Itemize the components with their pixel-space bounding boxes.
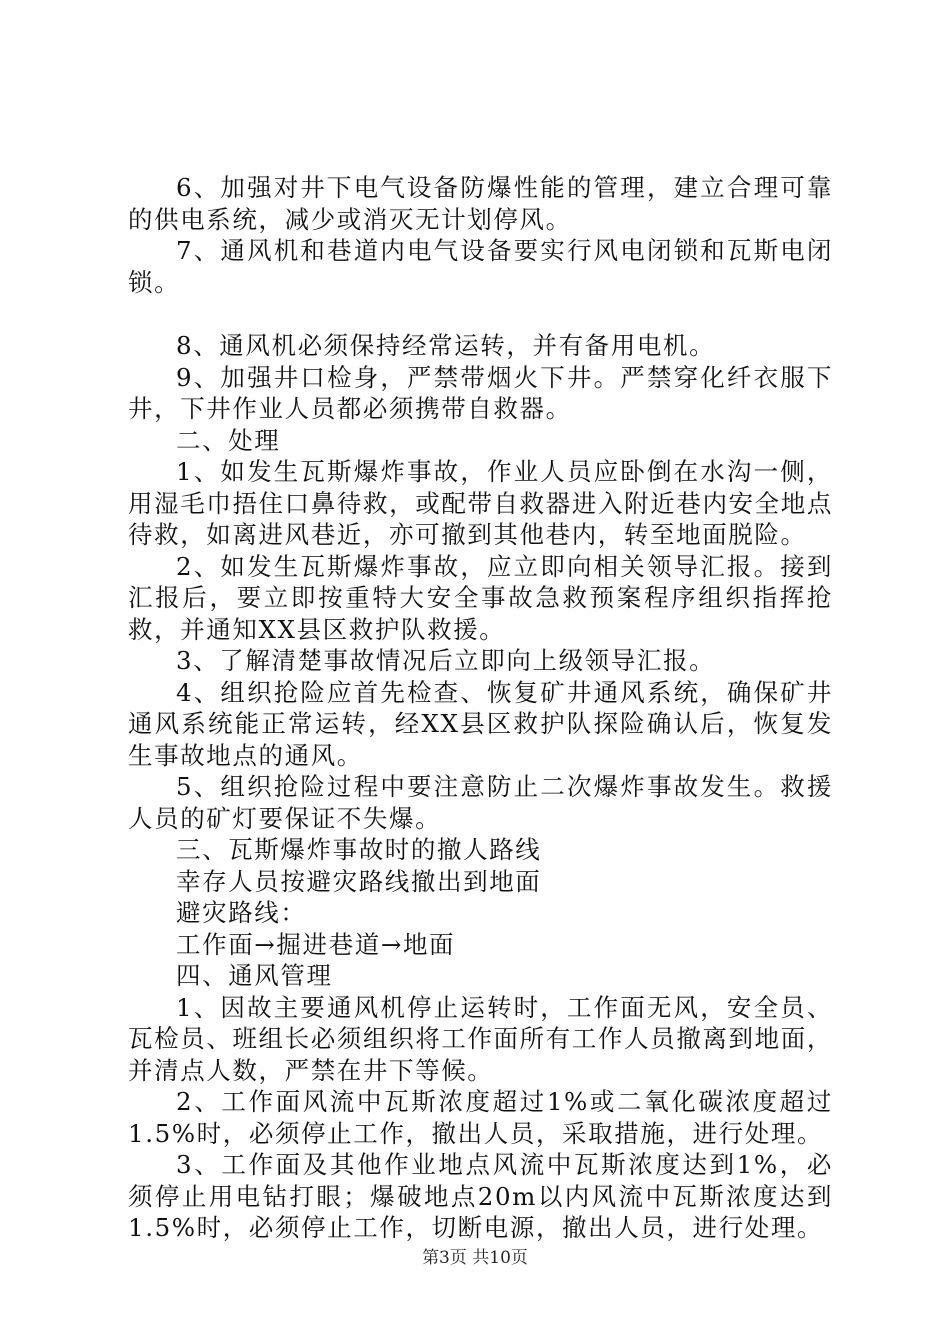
page-footer: 第3页 共10页 [422,1248,528,1268]
paragraph-ventilation-3: 3、工作面及其他作业地点风流中瓦斯浓度达到1%，必须停止用电钻打眼；爆破地点20m以内风流中瓦斯浓度达到1.5%时，必须停止工作，切断电源，撤出人员，进行处理。 [128,1150,833,1242]
paragraph-evacuation-route: 工作面→掘进巷道→地面 [176,929,456,959]
paragraph-handling-2: 2、如发生瓦斯爆炸事故，应立即向相关领导汇报。接到汇报后，要立即按重特大安全事故急救预案程序组织指挥抢救，并通知XX县区救护队救援。 [128,551,833,644]
paragraph-evacuation-route-label: 避灾路线： [176,898,307,927]
paragraph-item-7: 7、通风机和巷道内电气设备要实行风电闭锁和瓦斯电闭锁。 [128,236,833,297]
paragraph-handling-3: 3、了解清楚事故情况后立即向上级领导汇报。 [176,646,716,675]
paragraph-handling-5: 5、组织抢险过程中要注意防止二次爆炸事故发生。救援人员的矿灯要保证不失爆。 [128,772,833,833]
section-heading-evacuation: 三、瓦斯爆炸事故时的撤人路线 [176,835,542,864]
paragraph-ventilation-1: 1、因故主要通风机停止运转时，工作面无风，安全员、瓦检员、班组长必须组织将工作面所有工作人员撤离到地面，并清点人数，严禁在井下等候。 [128,992,833,1085]
paragraph-item-6: 6、加强对井下电气设备防爆性能的管理，建立合理可靠的供电系统，减少或消灭无计划停风。 [128,173,833,234]
section-heading-ventilation: 四、通风管理 [176,961,333,990]
paragraph-handling-1: 1、如发生瓦斯爆炸事故，作业人员应卧倒在水沟一侧，用湿毛巾捂住口鼻待救，或配带自救器进入附近巷内安全地点待救，如离进风巷近，亦可撤到其他巷内，转至地面脱险。 [128,457,833,549]
section-heading-handling: 二、处理 [176,425,281,455]
paragraph-handling-4: 4、组织抢险应首先检查、恢复矿井通风系统，确保矿井通风系统能正常运转，经XX县区救护队探险确认后，恢复发生事故地点的通风。 [128,677,833,770]
paragraph-ventilation-2: 2、工作面风流中瓦斯浓度超过1%或二氧化碳浓度超过1.5%时，必须停止工作，撤出人员，采取措施，进行处理。 [128,1087,833,1148]
paragraph-evacuation-survivors: 幸存人员按避灾路线撤出到地面 [176,866,542,896]
paragraph-item-8: 8、通风机必须保持经常运转，并有备用电机。 [176,331,716,360]
document-body [128,172,833,1244]
paragraph-item-9: 9、加强井口检身，严禁带烟火下井。严禁穿化纤衣服下井，下井作业人员都必须携带自救器。 [128,362,833,423]
